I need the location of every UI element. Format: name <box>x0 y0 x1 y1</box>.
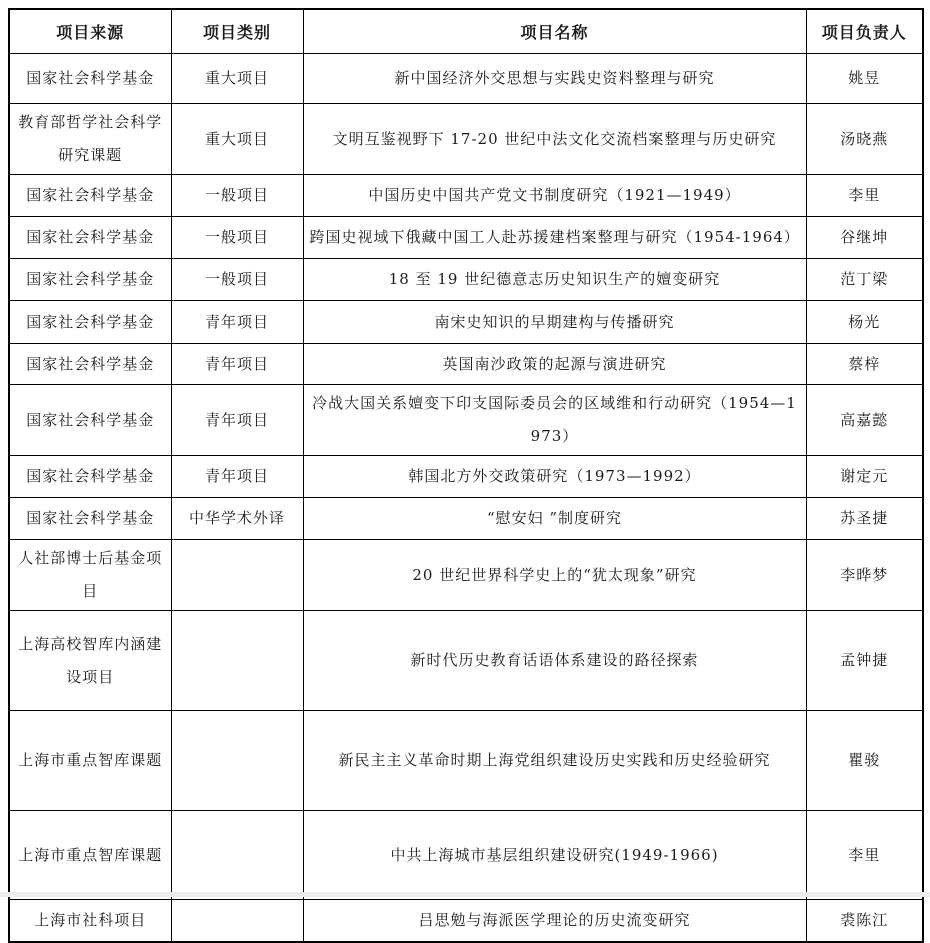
cell-project-name: 韩国北方外交政策研究（1973—1992） <box>303 456 806 498</box>
cell-source: 国家社会科学基金 <box>9 456 171 498</box>
cell-leader: 谢定元 <box>806 456 923 498</box>
cell-category <box>171 711 303 811</box>
cell-category: 青年项目 <box>171 301 303 344</box>
cell-category: 一般项目 <box>171 175 303 217</box>
table-body <box>9 54 923 942</box>
cell-project-name: 文明互鉴视野下 17-20 世纪中法文化交流档案整理与历史研究 <box>303 104 806 175</box>
column-header-project-name: 项目名称 <box>303 9 806 54</box>
cell-source: 国家社会科学基金 <box>9 54 171 104</box>
cell-category: 青年项目 <box>171 456 303 498</box>
cell-project-name: 英国南沙政策的起源与演进研究 <box>303 344 806 385</box>
table-row <box>9 540 923 611</box>
cell-category: 中华学术外译 <box>171 498 303 540</box>
header-row <box>9 9 923 54</box>
cell-leader: 谷继坤 <box>806 217 923 259</box>
cell-leader: 汤晓燕 <box>806 104 923 175</box>
cell-leader: 苏圣捷 <box>806 498 923 540</box>
cell-source: 国家社会科学基金 <box>9 217 171 259</box>
cell-source: 上海市社科项目 <box>9 900 171 942</box>
cell-source: 上海高校智库内涵建设项目 <box>9 611 171 711</box>
cell-category: 青年项目 <box>171 344 303 385</box>
cell-source: 国家社会科学基金 <box>9 301 171 344</box>
cell-category <box>171 611 303 711</box>
cell-project-name: 中国历史中国共产党文书制度研究（1921—1949） <box>303 175 806 217</box>
cell-source: 国家社会科学基金 <box>9 344 171 385</box>
table-row <box>9 900 923 942</box>
table-row <box>9 711 923 811</box>
cell-leader: 姚昱 <box>806 54 923 104</box>
column-header-source: 项目来源 <box>9 9 171 54</box>
page-bottom-strip <box>0 892 930 897</box>
cell-category <box>171 540 303 611</box>
cell-leader: 瞿骏 <box>806 711 923 811</box>
table-row <box>9 54 923 104</box>
cell-leader: 裘陈江 <box>806 900 923 942</box>
cell-leader: 李里 <box>806 175 923 217</box>
table-row <box>9 301 923 344</box>
cell-leader: 蔡梓 <box>806 344 923 385</box>
table-row <box>9 217 923 259</box>
table-row <box>9 498 923 540</box>
table-row <box>9 104 923 175</box>
cell-source: 人社部博士后基金项目 <box>9 540 171 611</box>
cell-project-name: 新时代历史教育话语体系建设的路径探索 <box>303 611 806 711</box>
cell-project-name: 南宋史知识的早期建构与传播研究 <box>303 301 806 344</box>
cell-category: 重大项目 <box>171 54 303 104</box>
table-row <box>9 175 923 217</box>
cell-category: 一般项目 <box>171 217 303 259</box>
cell-project-name: 跨国史视域下俄藏中国工人赴苏援建档案整理与研究（1954-1964） <box>303 217 806 259</box>
cell-category: 一般项目 <box>171 259 303 301</box>
cell-project-name: 冷战大国关系嬗变下印支国际委员会的区域维和行动研究（1954—1973） <box>303 385 806 456</box>
cell-source: 国家社会科学基金 <box>9 175 171 217</box>
table-row <box>9 611 923 711</box>
table-row <box>9 344 923 385</box>
cell-leader: 孟钟捷 <box>806 611 923 711</box>
cell-source: 国家社会科学基金 <box>9 259 171 301</box>
table-row <box>9 259 923 301</box>
cell-project-name: 新民主主义革命时期上海党组织建设历史实践和历史经验研究 <box>303 711 806 811</box>
table-row <box>9 811 923 900</box>
cell-project-name: 20 世纪世界科学史上的“犹太现象”研究 <box>303 540 806 611</box>
cell-source: 国家社会科学基金 <box>9 385 171 456</box>
cell-project-name: 18 至 19 世纪德意志历史知识生产的嬗变研究 <box>303 259 806 301</box>
cell-leader: 李里 <box>806 811 923 900</box>
cell-leader: 杨光 <box>806 301 923 344</box>
cell-leader: 高嘉懿 <box>806 385 923 456</box>
cell-category <box>171 811 303 900</box>
cell-project-name: 中共上海城市基层组织建设研究(1949-1966) <box>303 811 806 900</box>
cell-source: 教育部哲学社会科学研究课题 <box>9 104 171 175</box>
column-header-category: 项目类别 <box>171 9 303 54</box>
table-row <box>9 456 923 498</box>
cell-source: 上海市重点智库课题 <box>9 811 171 900</box>
cell-source: 国家社会科学基金 <box>9 498 171 540</box>
cell-project-name: 吕思勉与海派医学理论的历史流变研究 <box>303 900 806 942</box>
table-header <box>9 9 923 54</box>
column-header-leader: 项目负责人 <box>806 9 923 54</box>
cell-category: 重大项目 <box>171 104 303 175</box>
cell-leader: 范丁梁 <box>806 259 923 301</box>
cell-project-name: “慰安妇 ”制度研究 <box>303 498 806 540</box>
cell-category <box>171 900 303 942</box>
cell-project-name: 新中国经济外交思想与实践史资料整理与研究 <box>303 54 806 104</box>
cell-leader: 李晔梦 <box>806 540 923 611</box>
cell-source: 上海市重点智库课题 <box>9 711 171 811</box>
cell-category: 青年项目 <box>171 385 303 456</box>
project-table <box>8 8 924 943</box>
table-row <box>9 385 923 456</box>
